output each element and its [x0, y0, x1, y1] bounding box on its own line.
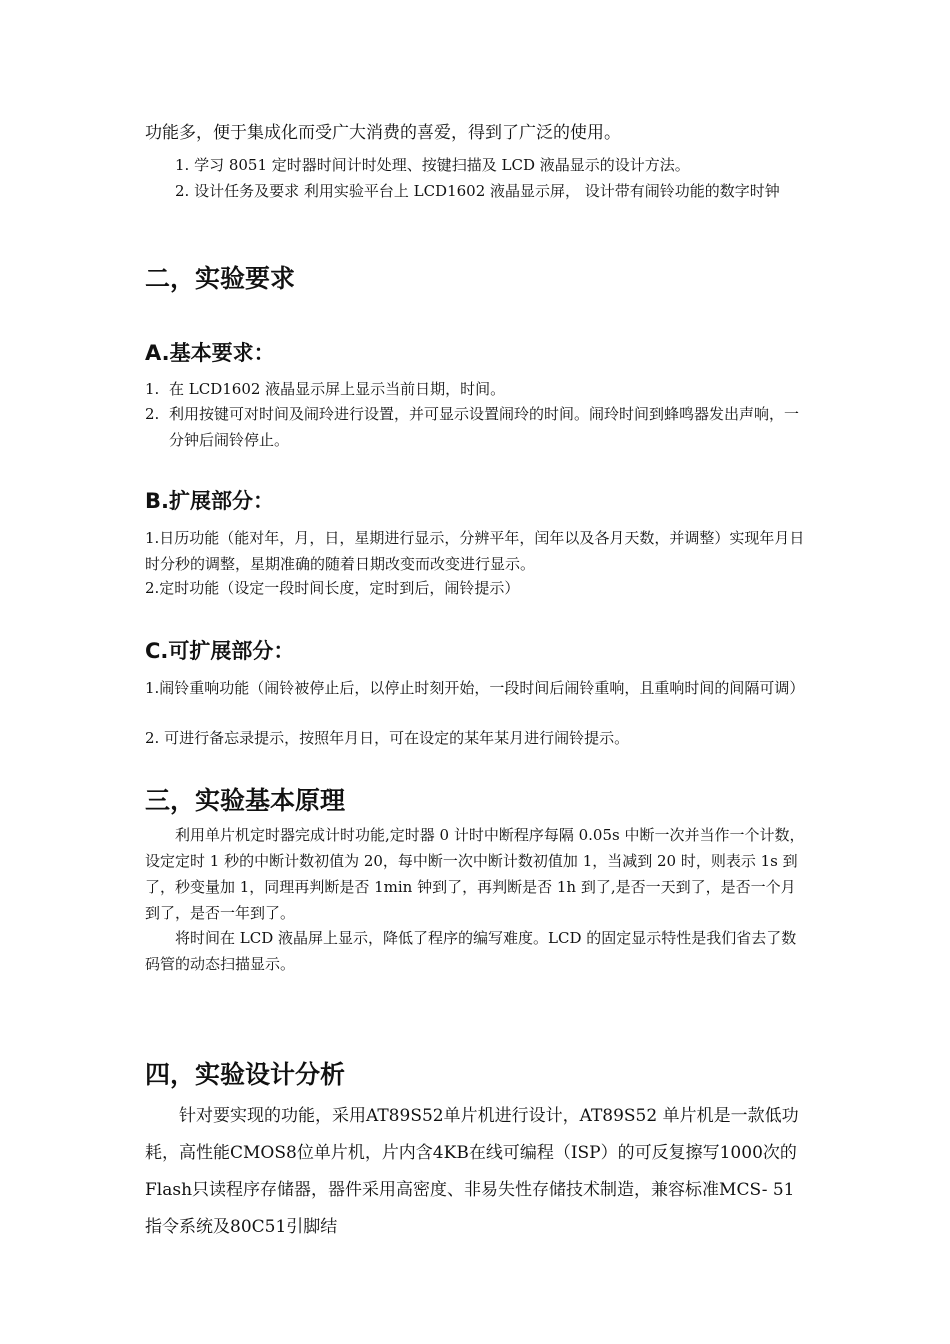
section-3-paragraph-2: 将时间在 LCD 液晶屏上显示，降低了程序的编写难度。LCD 的固定显示特性是我们省去了数码管的动态扫描显示。: [145, 929, 797, 973]
intro-item-2: 2. 设计任务及要求 利用实验平台上 LCD1602 液晶显示屏， 设计带有闹铃功能的数字时钟: [175, 182, 780, 200]
subsection-c-heading: C.可扩展部分：: [145, 639, 295, 663]
list-number: 1.: [145, 380, 160, 398]
subsection-c-item-2: 2. 可进行备忘录提示，按照年月日，可在设定的某年某月进行闹铃提示。: [145, 729, 630, 747]
list-number: 2.: [145, 405, 160, 423]
section-4-heading: 四，实验设计分析: [145, 1060, 346, 1089]
list-text: 利用按键可对时间及闹玲进行设置，并可显示设置闹玲的时间。闹玲时间到蜂鸣器发出声响，一分钟后闹铃停止。: [169, 405, 800, 449]
section-3-paragraph-1: 利用单片机定时器完成计时功能,定时器 0 计时中断程序每隔 0.05s 中断一次并当作一个计数，设定定时 1 秒的中断计数初值为 20，每中断一次中断计数初值加 1，当减到 20 时，则表示 1s 到了，秒变量加 1，同理再判断是否 1min 钟到了，再判断是否 1h 到了,是否一天到了，是否一个月到了，是否一年到了。: [145, 826, 805, 922]
subsection-b-heading: B.扩展部分：: [145, 489, 274, 513]
list-item: [145, 376, 807, 402]
intro-item-1: 1. 学习 8051 定时器时间计时处理、按键扫描及 LCD 液晶显示的设计方法。: [175, 156, 690, 174]
subsection-a-heading: A.基本要求：: [145, 341, 275, 365]
intro-line: 功能多，便于集成化而受广大消费的喜爱，得到了广泛的使用。: [145, 123, 621, 143]
subsection-c-item-1: 1.闹铃重响功能（闹铃被停止后，以停止时刻开始，一段时间后闹铃重响，且重响时间的间隔可调）: [145, 679, 805, 697]
list-text: 在 LCD1602 液晶显示屏上显示当前日期，时间。: [169, 380, 506, 398]
list-item: [145, 401, 807, 453]
subsection-b-item-2: 2.定时功能（设定一段时间长度，定时到后，闹铃提示）: [145, 579, 520, 597]
subsection-b-item-1: 1.日历功能（能对年，月，日，星期进行显示，分辨平年，闰年以及各月天数，并调整）实现年月日时分秒的调整，星期准确的随着日期改变而改变进行显示。: [145, 529, 805, 573]
section-2-heading: 二，实验要求: [145, 264, 296, 293]
section-4-paragraph-1: 针对要实现的功能，采用AT89S52单片机进行设计，AT89S52 单片机是一款低功耗，高性能CMOS8位单片机，片内含4KB在线可编程（ISP）的可反复擦写1000次的Flash只读程序存储器，器件采用高密度、非易失性存储技术制造，兼容标准MCS- 51指令系统及80C51引脚结: [145, 1106, 799, 1237]
section-3-heading: 三，实验基本原理: [145, 786, 346, 815]
